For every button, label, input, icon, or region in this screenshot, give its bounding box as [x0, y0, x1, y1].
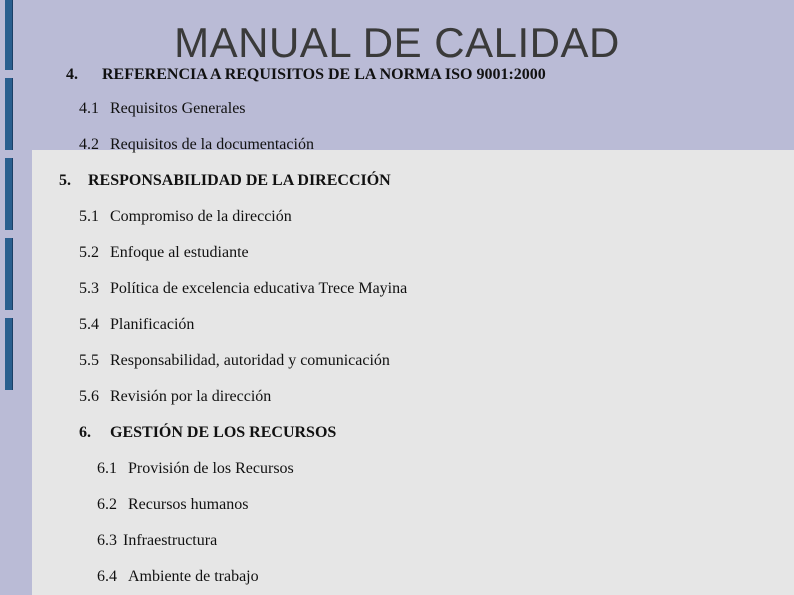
subsection-6-4 [97, 567, 259, 587]
section-heading-6 [79, 423, 336, 443]
item-text: Planificación [110, 316, 195, 333]
item-text: Enfoque al estudiante [110, 244, 249, 261]
item-text: REFERENCIA A REQUISITOS DE LA NORMA ISO 9001:2000 [102, 66, 546, 83]
subsection-5-3 [79, 279, 407, 299]
item-number: 4.1 [79, 100, 99, 117]
left-decorative-bar [0, 0, 18, 595]
subsection-6-3 [97, 531, 217, 551]
bar-segment [5, 158, 13, 230]
bar-segment [5, 318, 13, 390]
item-number: 6. [79, 424, 91, 441]
item-text: Infraestructura [123, 532, 218, 549]
item-text: Responsabilidad, autoridad y comunicación [110, 352, 390, 369]
item-text: Requisitos Generales [110, 100, 246, 117]
item-number: 4. [66, 66, 78, 83]
section-heading-4 [66, 65, 546, 85]
item-text: GESTIÓN DE LOS RECURSOS [110, 424, 337, 441]
item-text: Revisión por la dirección [110, 388, 272, 405]
subsection-5-1 [79, 207, 292, 227]
subsection-5-4 [79, 315, 194, 335]
item-number: 4.2 [79, 136, 99, 153]
item-number: 5.2 [79, 244, 99, 261]
item-text: Provisión de los Recursos [128, 460, 294, 477]
subsection-4-2 [79, 135, 314, 155]
subsection-6-2 [97, 495, 248, 515]
item-number: 6.3 [97, 532, 117, 549]
item-number: 6.4 [97, 568, 117, 585]
item-text: RESPONSABILIDAD DE LA DIRECCIÓN [88, 172, 391, 189]
item-number: 6.2 [97, 496, 117, 513]
item-number: 5.5 [79, 352, 99, 369]
item-number: 5.4 [79, 316, 99, 333]
item-text: Política de excelencia educativa Trece Mayina [110, 280, 408, 297]
item-text: Ambiente de trabajo [128, 568, 259, 585]
slide-title: MANUAL DE CALIDAD [174, 19, 620, 66]
subsection-4-1 [79, 99, 246, 119]
subsection-5-6 [79, 387, 271, 407]
subsection-5-2 [79, 243, 249, 263]
item-text: Compromiso de la dirección [110, 208, 292, 225]
bar-segment [5, 238, 13, 310]
item-number: 5.6 [79, 388, 99, 405]
section-heading-5 [59, 171, 391, 191]
subsection-6-1 [97, 459, 294, 479]
subsection-5-5 [79, 351, 390, 371]
item-text: Requisitos de la documentación [110, 136, 314, 153]
item-number: 6.1 [97, 460, 117, 477]
item-number: 5.3 [79, 280, 99, 297]
item-number: 5. [59, 172, 71, 189]
item-text: Recursos humanos [128, 496, 249, 513]
bar-segment [5, 78, 13, 150]
item-number: 5.1 [79, 208, 99, 225]
